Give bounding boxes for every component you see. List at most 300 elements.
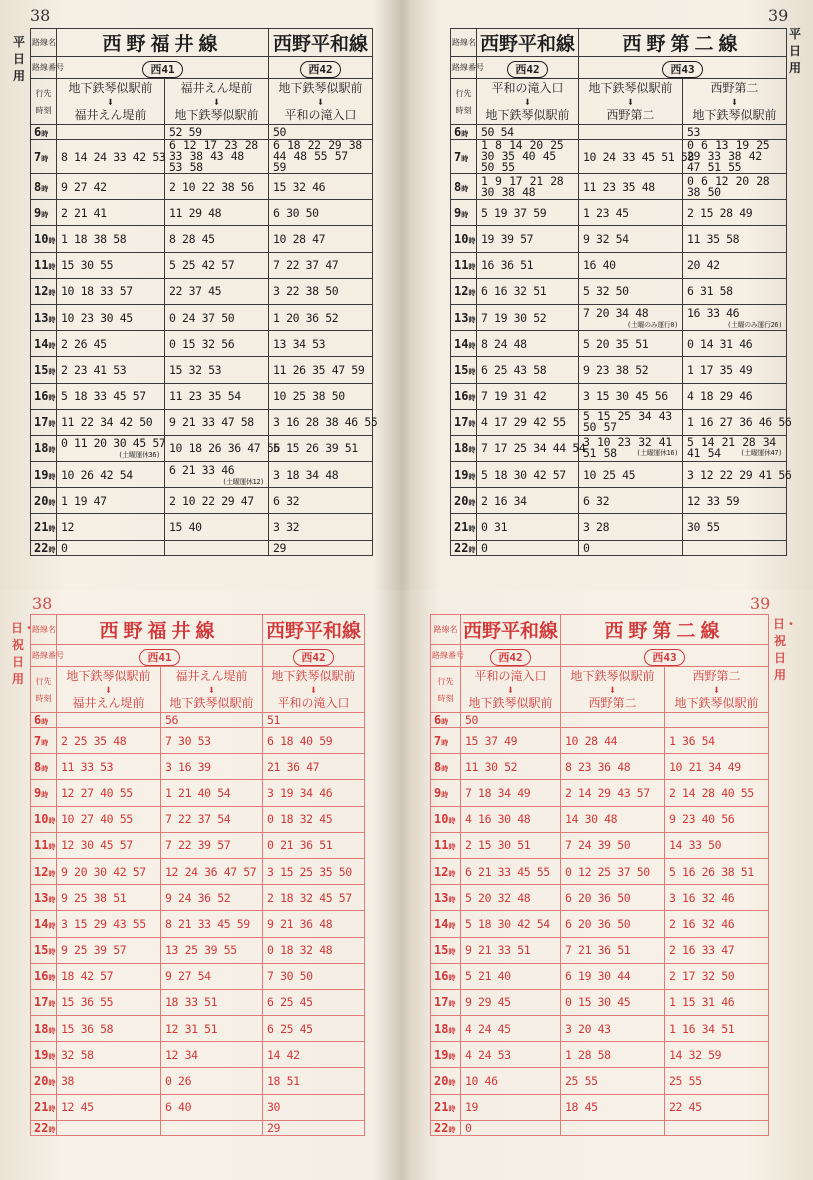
- minutes-cell: [57, 885, 161, 911]
- minutes-text: 5 19 37 59: [481, 205, 547, 220]
- minutes-text: 11 33 53: [61, 759, 114, 774]
- minutes-text: 1 16 27 36 46 56: [687, 415, 792, 430]
- hour-cell: [31, 1068, 57, 1094]
- hour-suffix: 時: [448, 895, 456, 904]
- minutes-text: 5 18 30 42 57: [481, 467, 566, 482]
- hour-suffix: 時: [468, 367, 476, 376]
- page-number-left: 38: [30, 6, 51, 25]
- minutes-cell: [269, 488, 373, 514]
- minutes-text: 0 21 36 51: [267, 838, 333, 853]
- minutes-text: 4 24 53: [465, 1047, 511, 1062]
- minutes-text: 1 28 58: [565, 1047, 611, 1062]
- minutes-cell: [161, 963, 263, 989]
- hour-suffix: 時: [48, 263, 56, 272]
- minutes-cell: [579, 462, 683, 488]
- hour-suffix: 時: [441, 764, 449, 773]
- minutes-text: 7 30 50: [267, 969, 313, 984]
- minutes-cell: [57, 911, 161, 937]
- hour-cell: [31, 728, 57, 754]
- minutes-text: 11 35 58: [687, 231, 740, 246]
- minutes-text: 0 15 30 45: [565, 995, 631, 1010]
- minutes-text: 12: [61, 520, 75, 535]
- dest-to: 地下鉄琴似駅前: [174, 107, 259, 122]
- hour-suffix: 時: [468, 420, 476, 429]
- minutes-text: 6 31 58: [687, 284, 733, 299]
- hour-number: 18: [454, 441, 469, 456]
- minutes-cell: [165, 331, 269, 357]
- route-badge-b: 西43: [644, 649, 684, 666]
- hour-number: 19: [434, 1047, 449, 1062]
- minutes-cell: [269, 331, 373, 357]
- minutes-text: 9 27 54: [165, 969, 211, 984]
- minutes-cell: [57, 383, 165, 409]
- minutes-cell: [683, 409, 792, 435]
- hour-cell: [31, 911, 57, 937]
- minutes-text: 4 24 45: [465, 1021, 511, 1036]
- hour-suffix: 時: [48, 525, 56, 534]
- minutes-cell: [461, 713, 561, 728]
- hour-row: [31, 1120, 365, 1135]
- hour-suffix: 時: [448, 1079, 456, 1088]
- hour-cell: [31, 488, 57, 514]
- minutes-cell: [579, 409, 683, 435]
- minutes-text: 10 28 47: [273, 231, 326, 246]
- hour-suffix: 時: [41, 790, 49, 799]
- dest-from: 地下鉄琴似駅前: [278, 80, 363, 95]
- down-arrow-icon: [271, 96, 370, 108]
- dest-label: 行先: [455, 88, 472, 98]
- minutes-text: 9 25 38 51: [61, 890, 127, 905]
- minutes-text: 9 25 39 57: [61, 943, 127, 958]
- hour-cell: [451, 488, 477, 514]
- minutes-text: 7 22 39 57: [165, 838, 231, 853]
- down-arrow-icon: [265, 684, 362, 696]
- minutes-text: 3 15 29 43 55: [61, 916, 146, 931]
- minutes-cell: [461, 806, 561, 832]
- minutes-text: 6 20 36 50: [565, 890, 631, 905]
- line-name-b: 西野第二線: [579, 29, 787, 57]
- hour-row: [31, 304, 373, 330]
- hour-suffix: 時: [468, 315, 476, 324]
- dest-from: 地下鉄琴似駅前: [68, 80, 153, 95]
- minutes-cell: [161, 1068, 263, 1094]
- hour-cell: [431, 858, 461, 884]
- hour-cell: [431, 1016, 461, 1042]
- minutes-text: 15 36 55: [61, 995, 114, 1010]
- hour-number: 17: [34, 415, 49, 430]
- hour-row: [31, 911, 365, 937]
- dest-time-label: [31, 667, 57, 713]
- hour-row: [451, 514, 787, 540]
- minutes-text: 10 23 30 45: [61, 310, 133, 325]
- hour-row: [431, 1120, 769, 1135]
- minutes-cell: [683, 200, 787, 226]
- hour-suffix: 時: [48, 921, 56, 930]
- minutes-text: 2 16 34: [481, 493, 527, 508]
- minutes-cell: [269, 409, 378, 435]
- minutes-cell: [57, 989, 161, 1015]
- minutes-cell: [477, 174, 579, 200]
- minutes-cell: [579, 278, 683, 304]
- hour-row: [31, 252, 373, 278]
- hour-cell: [451, 514, 477, 540]
- hour-number: 13: [454, 310, 469, 325]
- hour-row: [431, 780, 769, 806]
- destination-cell: [579, 79, 683, 125]
- dest-to: 福井えん堤前: [72, 695, 145, 710]
- minutes-cell: [461, 1016, 561, 1042]
- minutes-cell: [683, 357, 787, 383]
- minutes-text: 0: [583, 540, 590, 555]
- minutes-cell: [683, 140, 787, 174]
- hour-suffix: 時: [41, 130, 49, 138]
- minutes-cell: [683, 462, 792, 488]
- down-arrow-icon: [59, 684, 158, 696]
- hour-number: 22: [434, 1120, 449, 1135]
- minutes-cell: [161, 780, 263, 806]
- minutes-text: 2 18 32 45 57: [267, 890, 352, 905]
- minutes-cell: [461, 1094, 561, 1120]
- minutes-text: 16 40: [583, 258, 616, 273]
- line-name-a: 西野平和線: [461, 615, 561, 645]
- page-number-left: 38: [32, 594, 53, 613]
- hour-row: [31, 540, 373, 555]
- hour-row: [31, 226, 373, 252]
- hour-number: 16: [34, 969, 49, 984]
- minutes-cell: [263, 989, 365, 1015]
- hour-suffix: 時: [441, 790, 449, 799]
- minutes-cell: [165, 357, 269, 383]
- hour-suffix: 時: [448, 948, 456, 957]
- hour-cell: [451, 140, 477, 174]
- minutes-cell: [57, 514, 165, 540]
- route-badge-a: 西42: [490, 649, 530, 666]
- hour-row: [451, 409, 787, 435]
- dest-to: 平和の滝入口: [284, 107, 357, 122]
- minutes-text: 29: [273, 540, 287, 555]
- hour-number: 18: [34, 441, 49, 456]
- minutes-cell: [683, 174, 787, 200]
- minutes-cell: [57, 200, 165, 226]
- minutes-cell: [683, 514, 787, 540]
- minutes-cell: [579, 331, 683, 357]
- minutes-text: 6 21 33 45 55: [465, 864, 550, 879]
- minutes-text: 1 36 54: [669, 733, 715, 748]
- service-note: (土曜のみ運行0): [626, 320, 678, 329]
- minutes-text: 9 23 38 52: [583, 362, 649, 377]
- hour-row: [431, 937, 769, 963]
- minutes-text: 12 24 36 47 57: [165, 864, 257, 879]
- minutes-text: 10 18 26 36 47 56: [169, 441, 280, 456]
- hour-suffix: 時: [48, 1125, 56, 1134]
- minutes-cell: [461, 989, 561, 1015]
- minutes-cell: [477, 435, 586, 461]
- minutes-cell: [161, 1016, 263, 1042]
- minutes-cell: [57, 252, 165, 278]
- hour-cell: [451, 435, 477, 461]
- hour-suffix: 時: [48, 1026, 56, 1035]
- minutes-cell: [57, 488, 165, 514]
- hour-cell: [451, 357, 477, 383]
- minutes-text: 0 6 12 20 28 38 50: [687, 173, 770, 199]
- minutes-cell: [165, 435, 280, 461]
- hour-number: 21: [434, 1100, 449, 1115]
- minutes-text: 0 12 25 37 50: [565, 864, 650, 879]
- minutes-text: 9 32 54: [583, 231, 629, 246]
- minutes-cell: [165, 514, 269, 540]
- hour-row: [431, 885, 769, 911]
- minutes-cell: [665, 963, 769, 989]
- hour-cell: [31, 462, 57, 488]
- minutes-text: 7 24 39 50: [565, 838, 631, 853]
- minutes-cell: [561, 963, 665, 989]
- down-arrow-icon: [667, 684, 766, 696]
- minutes-cell: [477, 462, 579, 488]
- hour-suffix: 時: [468, 545, 476, 554]
- hour-cell: [431, 832, 461, 858]
- minutes-cell: [579, 125, 683, 140]
- side-label-right: 平日用: [788, 27, 801, 75]
- minutes-cell: [269, 174, 373, 200]
- minutes-cell: [57, 937, 161, 963]
- minutes-text: 9 27 42: [61, 179, 107, 194]
- route-badge-b: 西43: [662, 61, 702, 78]
- minutes-text: 6 25 45: [267, 1021, 313, 1036]
- minutes-text: 5 32 50: [583, 284, 629, 299]
- hour-suffix: 時: [448, 843, 456, 852]
- minutes-text: 10 27 40 55: [61, 812, 133, 827]
- minutes-cell: [57, 728, 161, 754]
- dest-label: 行先: [35, 88, 52, 98]
- minutes-text: 7 18 34 49: [465, 785, 531, 800]
- hour-number: 16: [454, 389, 469, 404]
- dest-label: 行先: [35, 676, 52, 686]
- hour-suffix: 時: [448, 1125, 456, 1134]
- hour-number: 14: [34, 916, 49, 931]
- time-label: 時刻: [437, 693, 454, 703]
- minutes-cell: [57, 331, 165, 357]
- hour-suffix: 時: [461, 210, 469, 219]
- hour-suffix: 時: [48, 974, 56, 983]
- minutes-text: 11 26 35 47 59: [273, 362, 365, 377]
- hour-cell: [431, 1042, 461, 1068]
- hour-number: 8: [34, 759, 42, 774]
- hour-cell: [451, 409, 477, 435]
- minutes-cell: [579, 435, 683, 461]
- minutes-cell: [57, 1068, 161, 1094]
- minutes-cell: [57, 462, 165, 488]
- minutes-text: 11 29 48: [169, 205, 222, 220]
- hour-number: 18: [34, 1021, 49, 1036]
- hour-number: 7: [34, 149, 42, 164]
- hour-number: 10: [34, 812, 49, 827]
- minutes-text: 5 15 26 39 51: [273, 441, 358, 456]
- route-cell-a: [57, 645, 263, 667]
- route-badge-b: 西42: [300, 61, 340, 78]
- dest-from: 地下鉄琴似駅前: [271, 668, 356, 683]
- minutes-cell: [269, 357, 373, 383]
- minutes-text: 0: [465, 1120, 472, 1135]
- minutes-cell: [561, 713, 665, 728]
- dest-to: 平和の滝入口: [277, 695, 350, 710]
- minutes-cell: [57, 174, 165, 200]
- minutes-text: 0 26: [165, 1074, 192, 1089]
- hour-suffix: 時: [48, 545, 56, 554]
- minutes-text: 6 19 30 44: [565, 969, 631, 984]
- minutes-text: 0 6 13 19 25 29 33 38 42 47 51 55: [687, 138, 770, 174]
- minutes-cell: [683, 278, 787, 304]
- hour-suffix: 時: [448, 1026, 456, 1035]
- minutes-text: 5 18 33 45 57: [61, 389, 146, 404]
- hour-number: 11: [434, 838, 449, 853]
- minutes-cell: [57, 409, 165, 435]
- hour-suffix: 時: [448, 921, 456, 930]
- minutes-cell: [57, 278, 165, 304]
- hour-cell: [31, 409, 57, 435]
- minutes-text: 12 34: [165, 1047, 198, 1062]
- minutes-cell: [57, 754, 161, 780]
- minutes-text: 6 30 50: [273, 205, 319, 220]
- minutes-cell: [579, 383, 683, 409]
- minutes-cell: [477, 226, 579, 252]
- minutes-cell: [57, 1120, 161, 1135]
- minutes-cell: [57, 832, 161, 858]
- hour-number: 19: [34, 1047, 49, 1062]
- hour-suffix: 時: [48, 869, 56, 878]
- minutes-text: 3 32: [273, 520, 300, 535]
- minutes-text: 22 37 45: [169, 284, 222, 299]
- destination-cell: [161, 667, 263, 713]
- minutes-text: 7 19 31 42: [481, 389, 547, 404]
- hour-row: [431, 713, 769, 728]
- minutes-text: 1 18 38 58: [61, 231, 127, 246]
- minutes-cell: [161, 832, 263, 858]
- minutes-cell: [461, 1042, 561, 1068]
- hour-row: [451, 226, 787, 252]
- line-name-label: 路線名: [31, 615, 57, 645]
- hour-number: 11: [454, 258, 469, 273]
- minutes-cell: [477, 252, 579, 278]
- minutes-cell: [161, 754, 263, 780]
- minutes-cell: [461, 832, 561, 858]
- hour-number: 9: [434, 785, 442, 800]
- minutes-cell: [461, 780, 561, 806]
- minutes-text: 9 29 45: [465, 995, 511, 1010]
- minutes-text: 3 18 34 48: [273, 467, 339, 482]
- minutes-text: 12 30 45 57: [61, 838, 133, 853]
- minutes-text: 15 40: [169, 520, 202, 535]
- minutes-text: 29: [267, 1120, 281, 1135]
- minutes-text: 15 32 46: [273, 179, 326, 194]
- minutes-text: 5 18 30 42 54: [465, 916, 550, 931]
- minutes-cell: [269, 200, 373, 226]
- minutes-cell: [561, 911, 665, 937]
- dest-time-label: [451, 79, 477, 125]
- dest-from: 福井えん堤前: [175, 668, 248, 683]
- dest-from: 福井えん堤前: [180, 80, 253, 95]
- minutes-text: 14 33 50: [669, 838, 722, 853]
- minutes-cell: [57, 304, 165, 330]
- minutes-cell: [665, 713, 769, 728]
- hour-suffix: 時: [48, 1105, 56, 1114]
- timetable-weekday-left: [30, 28, 378, 556]
- minutes-text: 5 21 40: [465, 969, 511, 984]
- minutes-text: 2 16 33 47: [669, 943, 735, 958]
- minutes-text: 1 21 40 54: [165, 785, 231, 800]
- minutes-cell: [579, 514, 683, 540]
- minutes-text: 51: [267, 713, 281, 727]
- minutes-cell: [683, 540, 787, 555]
- minutes-cell: [161, 885, 263, 911]
- hour-row: [451, 304, 787, 330]
- minutes-cell: [561, 754, 665, 780]
- hour-suffix: 時: [48, 895, 56, 904]
- minutes-text: 21 36 47: [267, 759, 320, 774]
- hour-cell: [31, 226, 57, 252]
- hour-suffix: 時: [48, 948, 56, 957]
- route-badge-a: 西42: [507, 61, 547, 78]
- minutes-cell: [57, 713, 161, 728]
- minutes-cell: [165, 383, 269, 409]
- hour-number: 9: [34, 205, 42, 220]
- hour-cell: [31, 937, 57, 963]
- minutes-cell: [263, 806, 365, 832]
- minutes-cell: [161, 1120, 263, 1135]
- hour-row: [31, 174, 373, 200]
- minutes-text: 2 25 35 48: [61, 733, 127, 748]
- route-cell-a: [57, 57, 269, 79]
- hour-suffix: 時: [48, 420, 56, 429]
- hour-cell: [31, 357, 57, 383]
- minutes-text: 8 14 24 33 42 53: [61, 149, 166, 164]
- down-arrow-icon: [479, 96, 576, 108]
- down-arrow-icon: [59, 96, 162, 108]
- minutes-cell: [477, 331, 579, 357]
- minutes-text: 1 8 14 20 25 30 35 40 45 50 55: [481, 138, 564, 174]
- minutes-cell: [269, 252, 373, 278]
- minutes-cell: [461, 728, 561, 754]
- hour-number: 14: [454, 336, 469, 351]
- minutes-text: 12 45: [61, 1100, 94, 1115]
- hour-cell: [451, 252, 477, 278]
- hour-number: 15: [434, 943, 449, 958]
- hour-row: [451, 140, 787, 174]
- minutes-text: 2 17 32 50: [669, 969, 735, 984]
- destination-cell: [683, 79, 787, 125]
- hour-cell: [31, 140, 57, 174]
- hour-cell: [31, 1016, 57, 1042]
- hour-cell: [451, 174, 477, 200]
- minutes-cell: [579, 304, 683, 330]
- hour-suffix: 時: [468, 394, 476, 403]
- down-arrow-icon: [463, 684, 558, 696]
- minutes-text: 50 54: [481, 125, 514, 139]
- hour-suffix: 時: [441, 718, 449, 726]
- minutes-text: 8 24 48: [481, 336, 527, 351]
- minutes-cell: [57, 1016, 161, 1042]
- hour-row: [451, 278, 787, 304]
- minutes-cell: [579, 140, 694, 174]
- hour-suffix: 時: [48, 394, 56, 403]
- minutes-cell: [665, 1068, 769, 1094]
- minutes-cell: [161, 989, 263, 1015]
- minutes-text: 15 30 55: [61, 258, 114, 273]
- minutes-text: 5 14 21 28 34 41 54: [687, 435, 776, 461]
- hour-suffix: 時: [48, 498, 56, 507]
- hour-suffix: 時: [468, 498, 476, 507]
- timetable-holiday-left: [30, 614, 365, 1136]
- destination-cell: [57, 79, 165, 125]
